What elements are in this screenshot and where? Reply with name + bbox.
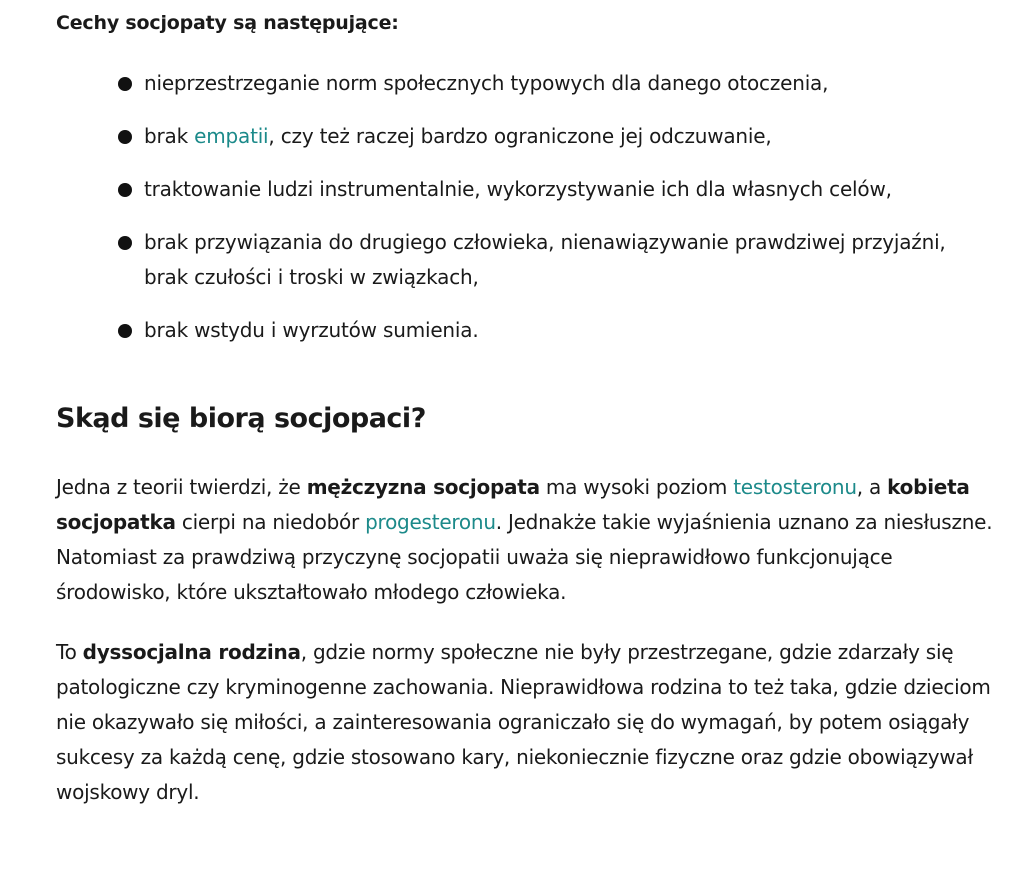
list-item-text: traktowanie ludzi instrumentalnie, wykorzystywanie ich dla własnych celów, [144, 177, 892, 201]
text-span: ma wysoki poziom [539, 475, 734, 499]
list-item [116, 225, 946, 295]
empathy-link[interactable]: empatii [194, 124, 269, 148]
bold-term: dyssocjalna rodzina [82, 640, 301, 664]
list-item [116, 172, 946, 207]
bullet-icon [118, 324, 132, 338]
section-heading: Skąd się biorą socjopaci? [56, 403, 426, 434]
list-item [116, 66, 946, 101]
list-item-text: brak przywiązania do drugiego człowieka, nienawiązywanie prawdziwej przyjaźni, brak czułości i troski w związkach, [144, 230, 946, 289]
progesterone-link[interactable]: progesteronu [365, 510, 496, 534]
bullet-icon [118, 183, 132, 197]
list-item-text: , czy też raczej bardzo ograniczone jej odczuwanie, [268, 124, 772, 148]
bullet-icon [118, 130, 132, 144]
paragraph-causes [56, 470, 1011, 610]
text-span: To [56, 640, 83, 664]
bold-term: mężczyzna socjopata [306, 475, 540, 499]
list-item [116, 313, 946, 348]
text-span: , a [856, 475, 888, 499]
bullet-icon [118, 236, 132, 250]
text-span: Jedna z teorii twierdzi, że [56, 475, 307, 499]
text-span: , gdzie normy społeczne nie były przestrzegane, gdzie zdarzały się patologiczne czy kryminogenne zachowania. Nieprawidłowa rodzina to też taka, gdzie dzieciom nie okazywało się miłości, a zainteresowania ograniczało się do wymagań, by potem osiągały sukcesy za każdą cenę, gdzie stosowano kary, niekoniecznie fizyczne oraz gdzie obowiązywał wojskowy dryl. [56, 640, 991, 804]
text-span: cierpi na niedobór [175, 510, 366, 534]
testosterone-link[interactable]: testosteronu [733, 475, 857, 499]
traits-list [116, 66, 946, 366]
paragraph-family [56, 635, 1011, 810]
text-span: . Jednakże takie wyjaśnienia uznano za niesłuszne. Natomiast za prawdziwą przyczynę socjopatii uważa się nieprawidłowo funkcjonujące środowisko, które ukształtowało młodego człowieka. [56, 510, 993, 604]
bullet-icon [118, 77, 132, 91]
list-item-text: brak wstydu i wyrzutów sumienia. [144, 318, 479, 342]
list-item [116, 119, 946, 154]
bold-term: kobieta socjopatka [56, 475, 970, 534]
list-item-text: brak [144, 124, 195, 148]
list-item-text: nieprzestrzeganie norm społecznych typowych dla danego otoczenia, [144, 71, 829, 95]
intro-heading: Cechy socjopaty są następujące: [56, 12, 399, 34]
